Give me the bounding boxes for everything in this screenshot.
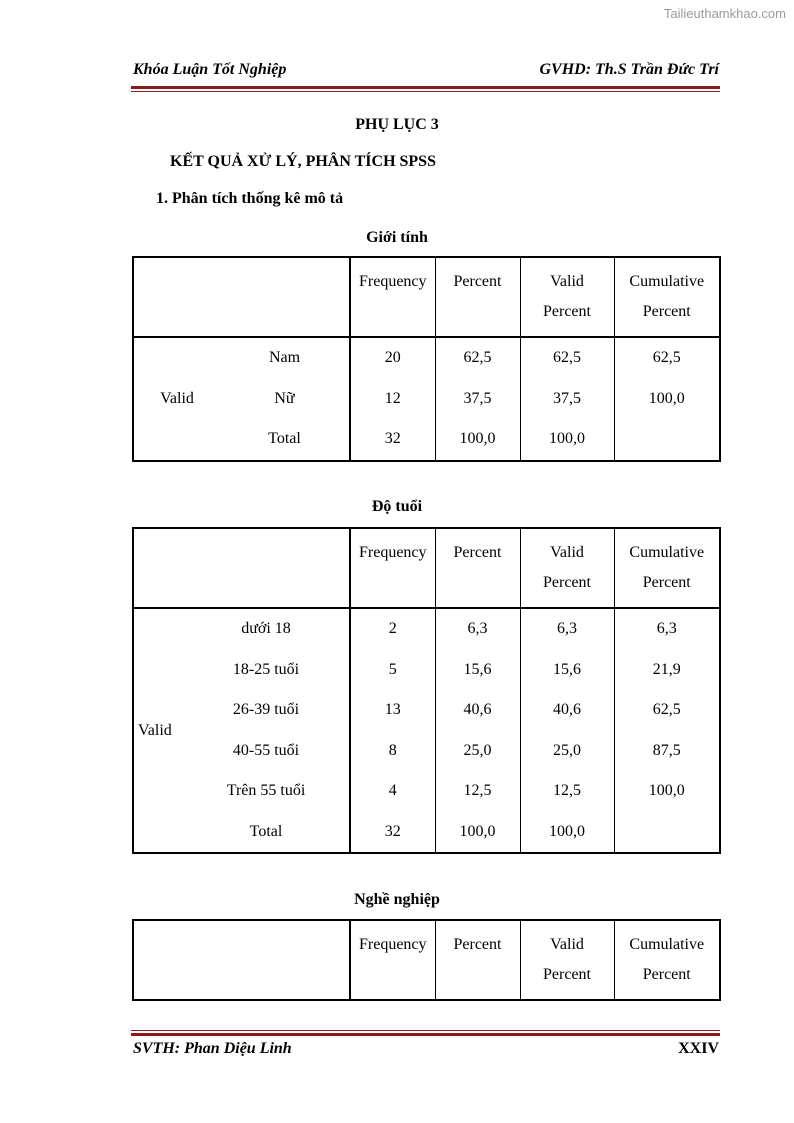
cell-valid-percent: 15,6	[520, 650, 614, 691]
header-blank	[133, 528, 350, 608]
col-valid-percent: Valid Percent	[520, 257, 614, 337]
cell-cumulative: 21,9	[614, 650, 720, 691]
header-rule	[131, 86, 720, 89]
col-frequency: Frequency	[350, 920, 435, 1000]
table-row	[133, 608, 720, 650]
row-label: Total	[268, 430, 301, 448]
footer-rule-thin	[131, 1030, 720, 1031]
cell-frequency: 2	[350, 608, 435, 650]
row-label: Total	[249, 822, 283, 840]
row-label: Nữ	[274, 389, 295, 407]
col-cumulative-percent: Cumulative Percent	[614, 257, 720, 337]
row-group-valid: Valid	[160, 389, 194, 407]
cell-percent: 12,5	[435, 771, 520, 812]
row-label: Nam	[268, 349, 301, 367]
cell-frequency: 4	[350, 771, 435, 812]
cell-frequency: 20	[350, 337, 435, 379]
table-row	[133, 771, 720, 812]
cell-percent: 40,6	[435, 690, 520, 731]
col-valid-percent: Valid Percent	[520, 528, 614, 608]
age-table-title: Độ tuổi	[371, 498, 423, 515]
cell-percent: 15,6	[435, 650, 520, 691]
row-label: dưới 18	[241, 620, 291, 638]
cell-percent: 25,0	[435, 731, 520, 772]
row-label: 18-25 tuổi	[232, 660, 300, 678]
cell-cumulative: 62,5	[614, 337, 720, 379]
cell-percent: 100,0	[435, 419, 520, 461]
section-title: 1. Phân tích thống kê mô tả	[156, 190, 344, 207]
table-row	[133, 337, 720, 379]
table-header-row	[133, 528, 720, 608]
page-footer	[133, 1040, 719, 1062]
age-table	[132, 527, 721, 854]
main-title: KẾT QUẢ XỬ LÝ, PHÂN TÍCH SPSS	[170, 153, 436, 170]
cell-frequency: 12	[350, 379, 435, 420]
cell-valid-percent: 62,5	[520, 337, 614, 379]
cell-frequency: 13	[350, 690, 435, 731]
header-rule-thin	[131, 91, 720, 92]
col-percent: Percent	[435, 528, 520, 608]
cell-cumulative: 87,5	[614, 731, 720, 772]
cell-cumulative: 100,0	[614, 379, 720, 420]
cell-valid-percent: 100,0	[520, 812, 614, 854]
cell-valid-percent: 12,5	[520, 771, 614, 812]
col-percent: Percent	[435, 920, 520, 1000]
cell-cumulative	[614, 419, 720, 461]
table-row	[133, 419, 720, 461]
table-row	[133, 731, 720, 772]
col-cumulative-percent: Cumulative Percent	[614, 528, 720, 608]
page-number: XXIV	[678, 1040, 719, 1057]
footer-rule	[131, 1033, 720, 1036]
gender-table	[132, 256, 721, 462]
cell-frequency: 8	[350, 731, 435, 772]
occupation-table-title: Nghề nghiệp	[354, 891, 440, 908]
cell-valid-percent: 6,3	[520, 608, 614, 650]
col-valid-percent: Valid Percent	[520, 920, 614, 1000]
cell-frequency: 32	[350, 812, 435, 854]
watermark: Tailieuthamkhao.com	[663, 6, 786, 21]
cell-cumulative: 62,5	[614, 690, 720, 731]
row-label: 26-39 tuổi	[232, 701, 300, 719]
page-header	[133, 61, 719, 83]
appendix-title: PHỤ LỤC 3	[355, 116, 439, 133]
table-row	[133, 812, 720, 854]
header-blank	[133, 257, 350, 337]
cell-frequency: 5	[350, 650, 435, 691]
cell-valid-percent: 37,5	[520, 379, 614, 420]
table-header-row	[133, 920, 720, 1000]
col-frequency: Frequency	[350, 528, 435, 608]
cell-percent: 100,0	[435, 812, 520, 854]
table-header-row	[133, 257, 720, 337]
header-thesis: Khóa Luận Tốt Nghiệp	[133, 61, 287, 78]
gender-table-title: Giới tính	[366, 229, 428, 246]
col-cumulative-percent: Cumulative Percent	[614, 920, 720, 1000]
footer-student: SVTH: Phan Diệu Linh	[133, 1040, 292, 1057]
row-group-valid: Valid	[138, 721, 172, 739]
table-row	[133, 379, 720, 420]
cell-frequency: 32	[350, 419, 435, 461]
cell-percent: 62,5	[435, 337, 520, 379]
row-label: Trên 55 tuổi	[226, 782, 306, 800]
cell-percent: 37,5	[435, 379, 520, 420]
table-row	[133, 650, 720, 691]
cell-percent: 6,3	[435, 608, 520, 650]
table-row	[133, 690, 720, 731]
header-blank	[133, 920, 350, 1000]
cell-valid-percent: 40,6	[520, 690, 614, 731]
cell-cumulative	[614, 812, 720, 854]
cell-valid-percent: 25,0	[520, 731, 614, 772]
col-frequency: Frequency	[350, 257, 435, 337]
occupation-table	[132, 919, 721, 1001]
cell-valid-percent: 100,0	[520, 419, 614, 461]
row-label: 40-55 tuổi	[232, 741, 300, 759]
cell-cumulative: 100,0	[614, 771, 720, 812]
col-percent: Percent	[435, 257, 520, 337]
header-advisor: GVHD: Th.S Trần Đức Trí	[539, 61, 719, 78]
cell-cumulative: 6,3	[614, 608, 720, 650]
